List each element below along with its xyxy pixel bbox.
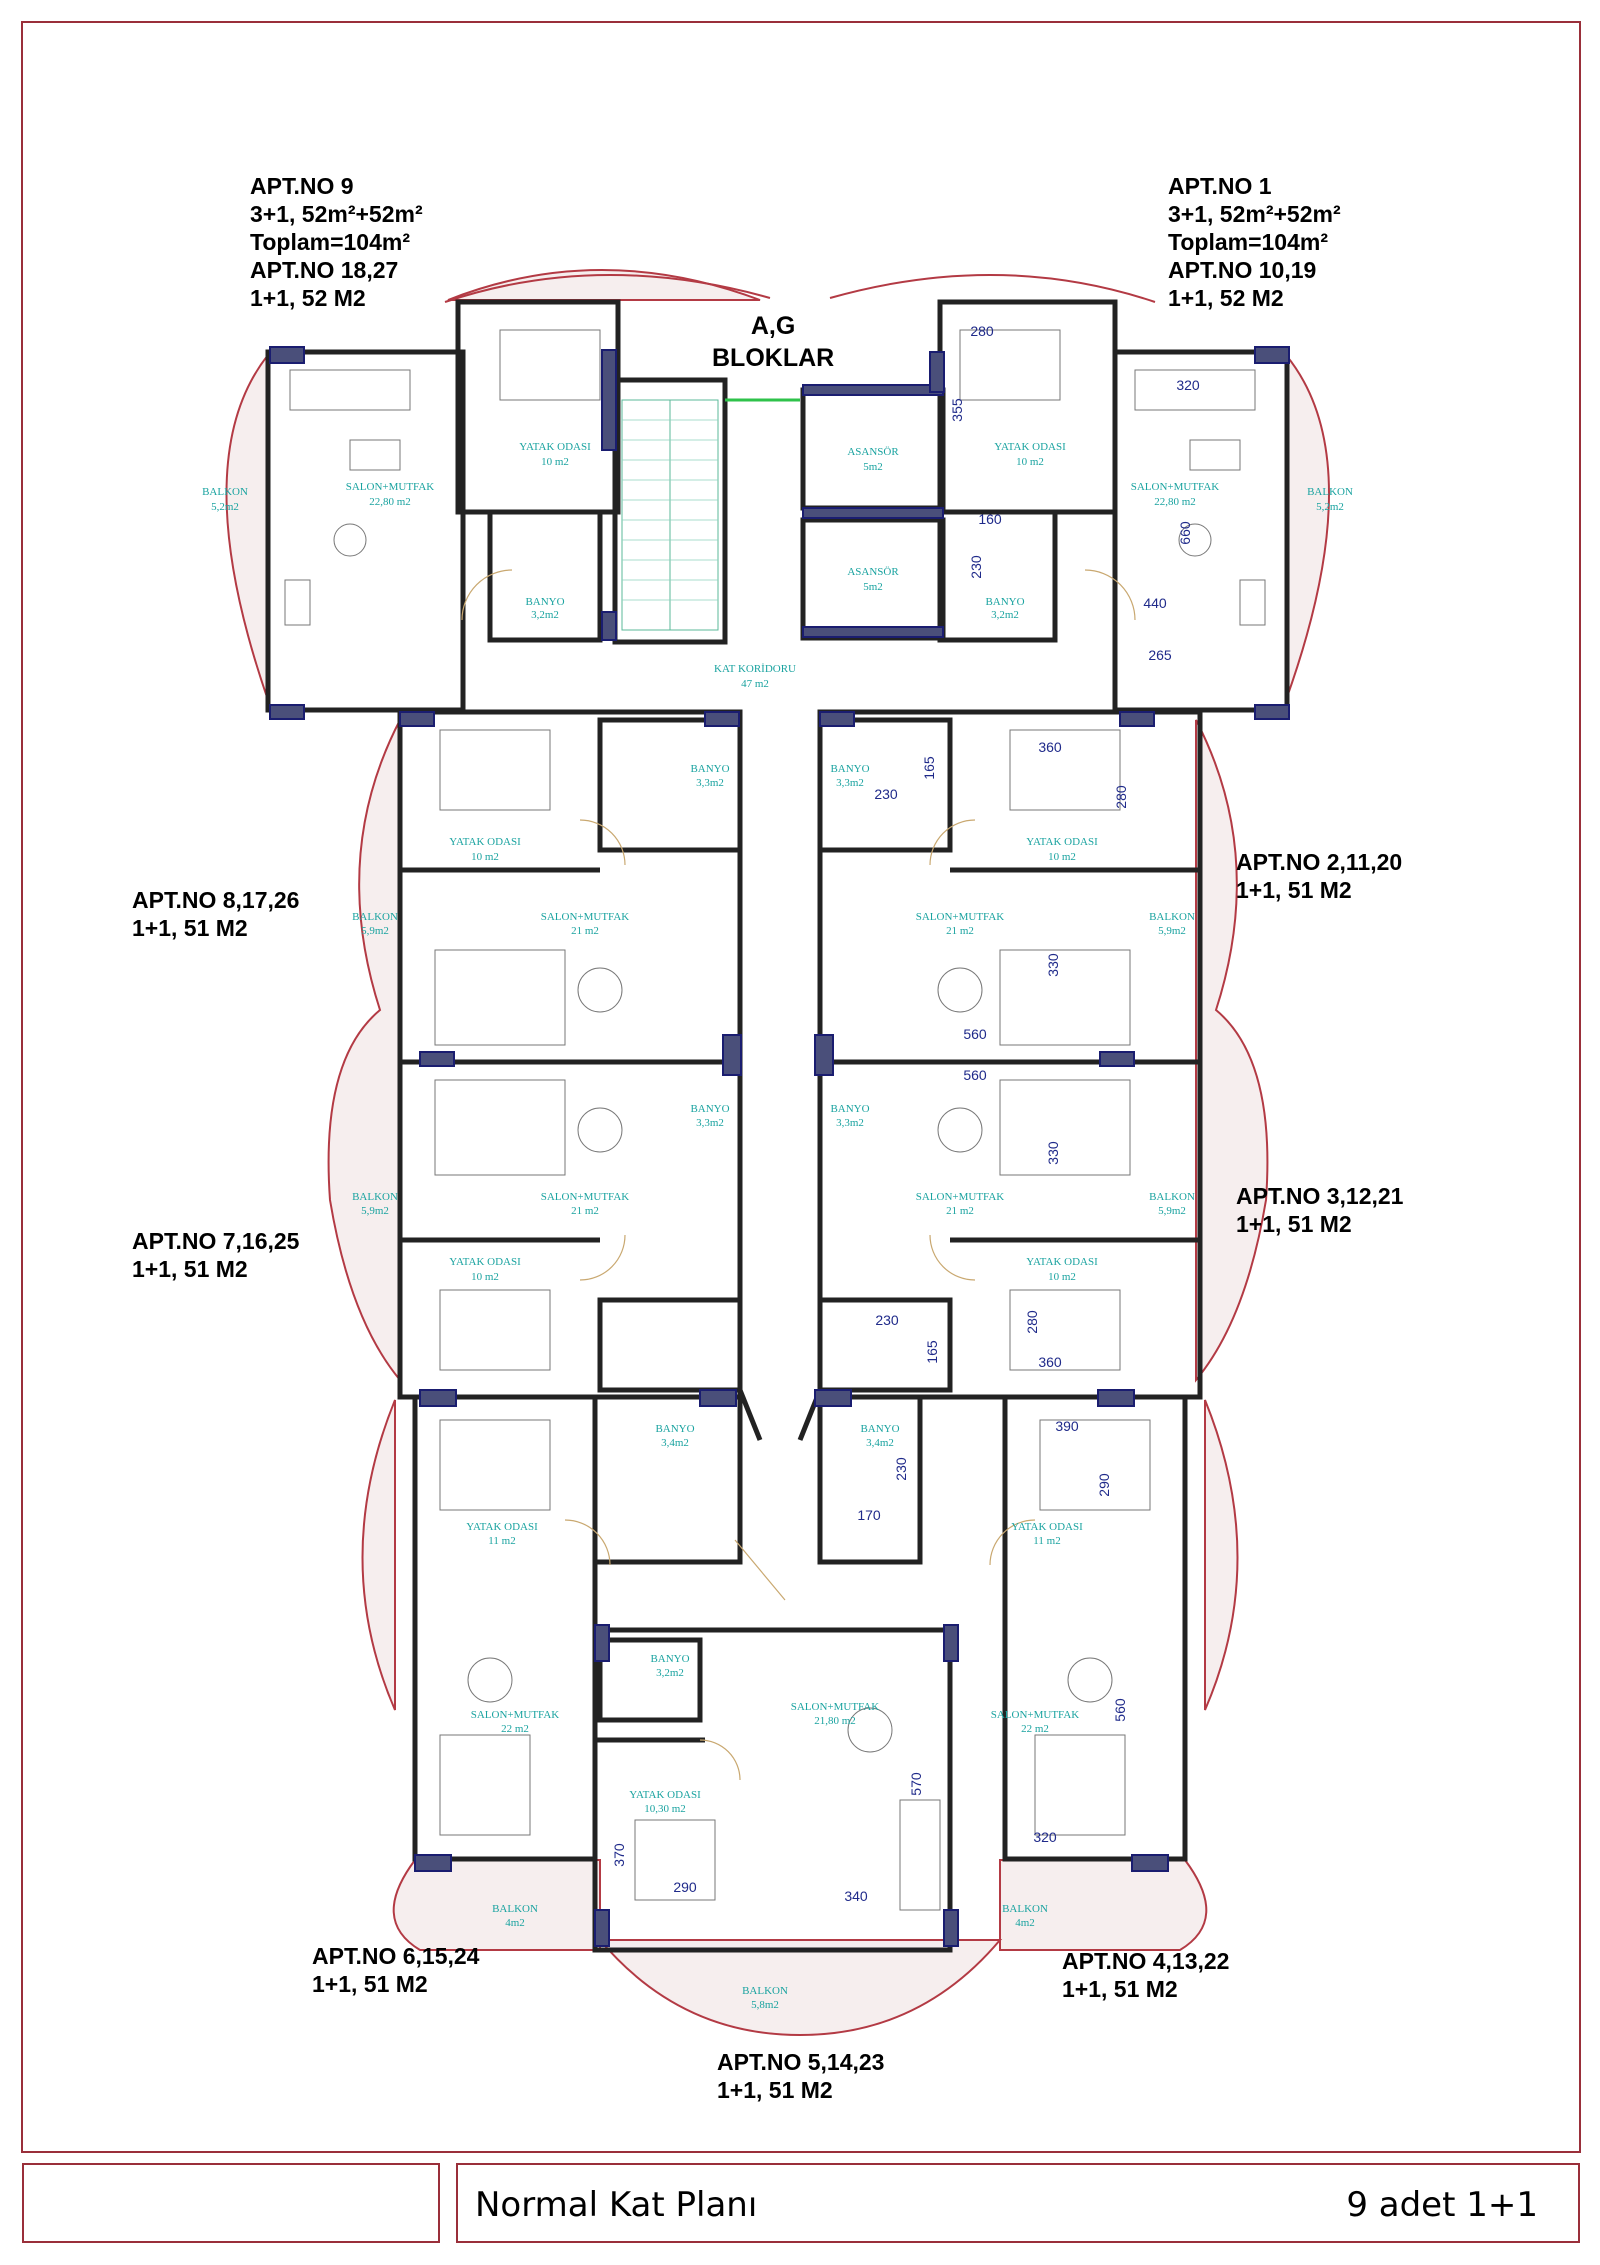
dim-label: 360 <box>1038 739 1062 755</box>
dim-label: 290 <box>673 1879 697 1895</box>
area-yatak-7: 10 m2 <box>471 1271 499 1283</box>
dim-label: 170 <box>857 1507 881 1523</box>
apt-label-1 <box>1168 172 1341 312</box>
area-yatak-6: 11 m2 <box>488 1535 516 1547</box>
area-banyo-8: 3,3m2 <box>696 777 724 789</box>
apt-label-7 <box>132 1227 299 1283</box>
apt-label-line: 1+1, 52 M2 <box>250 285 366 311</box>
dim-label: 290 <box>1096 1473 1112 1497</box>
apt-label-line: APT.NO 10,19 <box>1168 257 1317 283</box>
room-yatak-4: YATAK ODASI <box>1011 1521 1083 1533</box>
room-balkon-5: BALKON <box>742 1985 788 1997</box>
apt-label-line: 1+1, 51 M2 <box>717 2077 833 2103</box>
area-salon-6: 22 m2 <box>501 1723 529 1735</box>
apt-label-line: APT.NO 9 <box>250 173 354 199</box>
room-salon-1: SALON+MUTFAK <box>1130 481 1220 493</box>
dim-label: 230 <box>875 1312 899 1328</box>
room-balkon-4: BALKON <box>1002 1903 1048 1915</box>
dim-label: 320 <box>1176 377 1200 393</box>
area-banyo-4: 3,4m2 <box>866 1437 894 1449</box>
area-balkon-2: 5,9m2 <box>1158 925 1186 937</box>
dim-label: 165 <box>921 756 937 780</box>
area-banyo-5: 3,2m2 <box>656 1667 684 1679</box>
apt-label-line: 1+1, 52 M2 <box>1168 285 1284 311</box>
dim-label: 320 <box>1033 1829 1057 1845</box>
room-yatak-9: YATAK ODASI <box>519 441 591 453</box>
apt-label-line: 1+1, 51 M2 <box>1236 877 1352 903</box>
area-balkon-3: 5,9m2 <box>1158 1205 1186 1217</box>
room-yatak-5: YATAK ODASI <box>629 1789 701 1801</box>
area-banyo-7: 3,3m2 <box>696 1117 724 1129</box>
area-yatak-8: 10 m2 <box>471 851 499 863</box>
dim-label: 560 <box>1112 1698 1128 1722</box>
area-balkon-6: 4m2 <box>505 1917 525 1929</box>
room-yatak-3: YATAK ODASI <box>1026 1256 1098 1268</box>
area-banyo-2: 3,3m2 <box>836 777 864 789</box>
room-salon-5: SALON+MUTFAK <box>790 1701 880 1713</box>
room-salon-4: SALON+MUTFAK <box>990 1709 1080 1721</box>
room-banyo-1: BANYO <box>985 596 1025 608</box>
dim-label: 280 <box>1024 1310 1040 1334</box>
area-balkon-8: 5,9m2 <box>361 925 389 937</box>
apt-label-9 <box>250 172 423 312</box>
room-asansor-2: ASANSÖR <box>847 566 899 578</box>
area-balkon-9: 5,2m2 <box>211 501 239 513</box>
apt-label-4 <box>1062 1947 1229 2003</box>
area-banyo-9: 3,2m2 <box>531 609 559 621</box>
apt-label-3 <box>1236 1182 1403 1238</box>
apt-label-line: Toplam=104m² <box>1168 229 1328 255</box>
area-salon-1: 22,80 m2 <box>1154 496 1196 508</box>
room-banyo-9: BANYO <box>525 596 565 608</box>
room-asansor-1: ASANSÖR <box>847 446 899 458</box>
structural-columns <box>270 347 1289 1946</box>
room-balkon-9: BALKON <box>202 486 248 498</box>
block-title <box>712 310 834 374</box>
apt-label-line: APT.NO 6,15,24 <box>312 1943 480 1969</box>
room-banyo-3: BANYO <box>830 1103 870 1115</box>
room-salon-2: SALON+MUTFAK <box>915 911 1005 923</box>
apt-label-line: APT.NO 8,17,26 <box>132 887 300 913</box>
dim-label: 570 <box>908 1772 924 1796</box>
apt-label-line: 3+1, 52m²+52m² <box>1168 201 1341 227</box>
apt-label-8 <box>132 886 299 942</box>
area-salon-8: 21 m2 <box>571 925 599 937</box>
area-yatak-4: 11 m2 <box>1033 1535 1061 1547</box>
apt-label-line: APT.NO 4,13,22 <box>1062 1948 1230 1974</box>
area-asansor-1: 5m2 <box>863 461 883 473</box>
apt-label-line: 1+1, 51 M2 <box>1236 1211 1352 1237</box>
area-yatak-3: 10 m2 <box>1048 1271 1076 1283</box>
dim-label: 230 <box>874 786 898 802</box>
apt-label-line: Toplam=104m² <box>250 229 410 255</box>
area-balkon-1: 5,2m2 <box>1316 501 1344 513</box>
dim-label: 280 <box>970 323 994 339</box>
room-banyo-8: BANYO <box>690 763 730 775</box>
room-balkon-8: BALKON <box>352 911 398 923</box>
apt-label-line: APT.NO 5,14,23 <box>717 2049 885 2075</box>
area-yatak-1: 10 m2 <box>1016 456 1044 468</box>
apt-label-line: 1+1, 51 M2 <box>312 1971 428 1997</box>
dim-label: 440 <box>1143 595 1167 611</box>
area-salon-3: 21 m2 <box>946 1205 974 1217</box>
area-balkon-4: 4m2 <box>1015 1917 1035 1929</box>
apt-label-line: 1+1, 51 M2 <box>1062 1976 1178 2002</box>
room-yatak-2: YATAK ODASI <box>1026 836 1098 848</box>
apt-label-line: 1+1, 51 M2 <box>132 1256 248 1282</box>
area-yatak-9: 10 m2 <box>541 456 569 468</box>
dim-label: 360 <box>1038 1354 1062 1370</box>
dim-label: 165 <box>924 1340 940 1364</box>
area-asansor-2: 5m2 <box>863 581 883 593</box>
room-salon-6: SALON+MUTFAK <box>470 1709 560 1721</box>
room-balkon-2: BALKON <box>1149 911 1195 923</box>
block-title-line: A,G <box>750 312 796 340</box>
area-salon-7: 21 m2 <box>571 1205 599 1217</box>
apt-label-line: APT.NO 3,12,21 <box>1236 1183 1404 1209</box>
dim-label: 560 <box>963 1026 987 1042</box>
apt-label-5 <box>717 2048 884 2104</box>
dim-label: 560 <box>963 1067 987 1083</box>
apt-label-line: APT.NO 2,11,20 <box>1236 849 1403 875</box>
dim-label: 230 <box>968 555 984 579</box>
room-banyo-2: BANYO <box>830 763 870 775</box>
area-salon-9: 22,80 m2 <box>369 496 411 508</box>
room-balkon-7: BALKON <box>352 1191 398 1203</box>
area-salon-4: 22 m2 <box>1021 1723 1049 1735</box>
area-banyo-6: 3,4m2 <box>661 1437 689 1449</box>
plan-title: Normal Kat Planı <box>475 2185 758 2225</box>
apt-label-line: APT.NO 18,27 <box>250 257 399 283</box>
dim-label: 160 <box>978 511 1002 527</box>
area-balkon-5: 5,8m2 <box>751 1999 779 2011</box>
area-yatak-2: 10 m2 <box>1048 851 1076 863</box>
area-yatak-5: 10,30 m2 <box>644 1803 686 1815</box>
room-balkon-3: BALKON <box>1149 1191 1195 1203</box>
room-banyo-5: BANYO <box>650 1653 690 1665</box>
area-balkon-7: 5,9m2 <box>361 1205 389 1217</box>
apt-label-6 <box>312 1942 479 1998</box>
dim-label: 330 <box>1045 953 1061 977</box>
room-salon-8: SALON+MUTFAK <box>540 911 630 923</box>
dim-label: 330 <box>1045 1141 1061 1165</box>
footer-left-cell <box>22 2163 440 2243</box>
apt-label-line: APT.NO 7,16,25 <box>132 1228 300 1254</box>
apt-label-line: APT.NO 1 <box>1168 173 1272 199</box>
room-yatak-6: YATAK ODASI <box>466 1521 538 1533</box>
room-balkon-1: BALKON <box>1307 486 1353 498</box>
apt-label-line: 1+1, 51 M2 <box>132 915 248 941</box>
room-yatak-8: YATAK ODASI <box>449 836 521 848</box>
room-yatak-7: YATAK ODASI <box>449 1256 521 1268</box>
dim-label: 355 <box>949 398 965 422</box>
walls <box>268 302 1287 1950</box>
dim-label: 370 <box>611 1843 627 1867</box>
plan-unit-count: 9 adet 1+1 <box>1346 2185 1538 2225</box>
room-yatak-1: YATAK ODASI <box>994 441 1066 453</box>
room-banyo-7: BANYO <box>690 1103 730 1115</box>
area-banyo-3: 3,3m2 <box>836 1117 864 1129</box>
room-koridor: KAT KORİDORU <box>714 663 796 675</box>
apt-label-line: 3+1, 52m²+52m² <box>250 201 423 227</box>
furniture <box>285 330 1265 1910</box>
room-salon-7: SALON+MUTFAK <box>540 1191 630 1203</box>
room-salon-3: SALON+MUTFAK <box>915 1191 1005 1203</box>
room-banyo-4: BANYO <box>860 1423 900 1435</box>
balconies <box>227 270 1330 2035</box>
block-title-line: BLOKLAR <box>712 344 835 372</box>
dim-label: 660 <box>1177 521 1193 545</box>
room-balkon-6: BALKON <box>492 1903 538 1915</box>
dim-label: 390 <box>1055 1418 1079 1434</box>
room-banyo-6: BANYO <box>655 1423 695 1435</box>
apt-label-2 <box>1236 848 1402 904</box>
area-koridor: 47 m2 <box>741 678 769 690</box>
area-salon-2: 21 m2 <box>946 925 974 937</box>
area-salon-5: 21,80 m2 <box>814 1715 856 1727</box>
dim-label: 265 <box>1148 647 1172 663</box>
dim-label: 280 <box>1113 785 1129 809</box>
staircase <box>622 400 800 630</box>
dim-label: 230 <box>893 1457 909 1481</box>
dim-label: 340 <box>844 1888 868 1904</box>
area-banyo-1: 3,2m2 <box>991 609 1019 621</box>
room-salon-9: SALON+MUTFAK <box>345 481 435 493</box>
